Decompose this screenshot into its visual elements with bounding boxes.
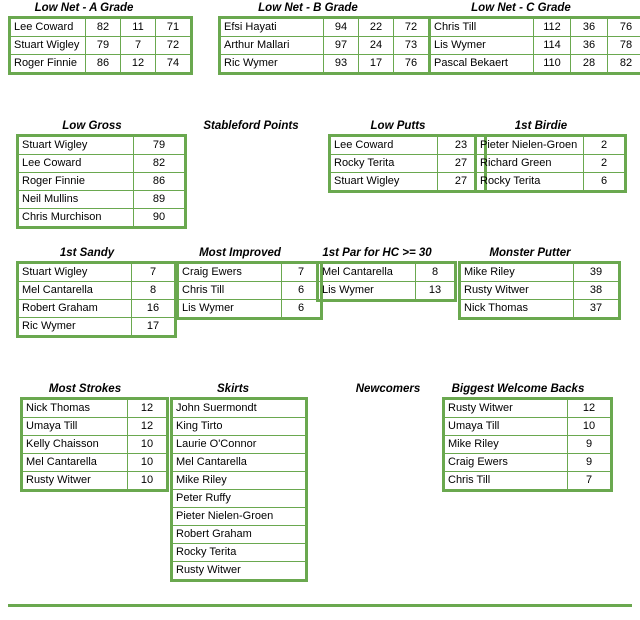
- value-cell: 93: [324, 55, 359, 74]
- table-row: [22, 472, 168, 491]
- player-name-cell: Umaya Till: [444, 418, 568, 436]
- table-row: [172, 526, 307, 544]
- table-row: [220, 37, 430, 55]
- award-table: [16, 134, 187, 229]
- table-row: [22, 399, 168, 418]
- table-row: [172, 436, 307, 454]
- table-row: [430, 55, 640, 74]
- table-row: [460, 282, 620, 300]
- value-cell: 112: [534, 18, 571, 37]
- player-name-cell: Rocky Terita: [476, 173, 584, 192]
- player-name-cell: Mike Riley: [444, 436, 568, 454]
- value-cell: 7: [121, 37, 156, 55]
- award-table: [442, 397, 613, 492]
- value-cell: 71: [156, 18, 192, 37]
- award-block-biggest-welcome-backs: [442, 383, 613, 492]
- award-table: [20, 397, 169, 492]
- player-name-cell: Peter Ruffy: [172, 490, 307, 508]
- value-cell: 76: [608, 18, 640, 37]
- bottom-divider: [8, 604, 632, 607]
- player-name-cell: Rusty Witwer: [22, 472, 128, 491]
- value-cell: 27: [438, 155, 486, 173]
- table-row: [18, 191, 186, 209]
- award-block-most-improved: [176, 247, 323, 320]
- value-cell: 2: [584, 136, 626, 155]
- table-row: [172, 454, 307, 472]
- value-cell: 79: [86, 37, 121, 55]
- table-row: [22, 436, 168, 454]
- player-name-cell: Arthur Mallari: [220, 37, 324, 55]
- value-cell: 12: [121, 55, 156, 74]
- player-name-cell: Nick Thomas: [460, 300, 574, 319]
- value-cell: 6: [282, 282, 322, 300]
- player-name-cell: Chris Till: [178, 282, 282, 300]
- value-cell: 73: [394, 37, 430, 55]
- block-title: Most Strokes: [48, 383, 122, 395]
- value-cell: 110: [534, 55, 571, 74]
- value-cell: 7: [282, 263, 322, 282]
- table-row: [10, 55, 192, 74]
- table-row: [476, 136, 626, 155]
- award-table: [316, 261, 457, 302]
- table-row: [178, 300, 322, 319]
- table-row: [430, 37, 640, 55]
- player-name-cell: Richard Green: [476, 155, 584, 173]
- value-cell: 13: [416, 282, 456, 301]
- player-name-cell: Robert Graham: [172, 526, 307, 544]
- table-row: [460, 300, 620, 319]
- value-cell: 23: [438, 136, 486, 155]
- table-row: [18, 136, 186, 155]
- player-name-cell: Lis Wymer: [178, 300, 282, 319]
- value-cell: 16: [132, 300, 176, 318]
- block-title: 1st Sandy: [59, 247, 115, 259]
- player-name-cell: Pascal Bekaert: [430, 55, 534, 74]
- table-row: [172, 490, 307, 508]
- player-name-cell: Chris Till: [444, 472, 568, 491]
- player-name-cell: Neil Mullins: [18, 191, 134, 209]
- player-name-cell: Mel Cantarella: [172, 454, 307, 472]
- player-name-cell: Rusty Witwer: [172, 562, 307, 581]
- value-cell: 36: [571, 37, 608, 55]
- value-cell: 27: [438, 173, 486, 192]
- table-row: [172, 544, 307, 562]
- table-row: [22, 418, 168, 436]
- value-cell: 38: [574, 282, 620, 300]
- award-table: [16, 261, 177, 338]
- player-name-cell: Mel Cantarella: [318, 263, 416, 282]
- block-title: 1st Birdie: [514, 120, 568, 132]
- block-title: Low Putts: [370, 120, 426, 132]
- table-row: [18, 282, 176, 300]
- player-name-cell: Pieter Nielen-Groen: [476, 136, 584, 155]
- table-row: [444, 399, 612, 418]
- table-row: [172, 418, 307, 436]
- value-cell: 86: [134, 173, 186, 191]
- value-cell: 17: [359, 55, 394, 74]
- value-cell: 7: [568, 472, 612, 491]
- award-block-skirts: [170, 383, 308, 582]
- award-table: [218, 16, 431, 75]
- award-block-low-net-c-grade: [428, 2, 640, 75]
- block-title: Stableford Points: [203, 120, 299, 132]
- block-title: Most Improved: [199, 247, 281, 259]
- player-name-cell: Mike Riley: [172, 472, 307, 490]
- player-name-cell: John Suermondt: [172, 399, 307, 418]
- table-row: [18, 155, 186, 173]
- player-name-cell: Roger Finnie: [10, 55, 86, 74]
- award-block-monster-putter: [458, 247, 621, 320]
- table-row: [172, 562, 307, 581]
- player-name-cell: Lee Coward: [10, 18, 86, 37]
- table-row: [18, 300, 176, 318]
- table-row: [330, 155, 486, 173]
- value-cell: 94: [324, 18, 359, 37]
- value-cell: 6: [282, 300, 322, 319]
- table-row: [10, 37, 192, 55]
- player-name-cell: Ric Wymer: [18, 318, 132, 337]
- value-cell: 82: [134, 155, 186, 173]
- value-cell: 10: [568, 418, 612, 436]
- value-cell: 39: [574, 263, 620, 282]
- table-row: [178, 282, 322, 300]
- block-title: Low Net - A Grade: [34, 2, 134, 14]
- table-row: [330, 173, 486, 192]
- value-cell: 76: [394, 55, 430, 74]
- value-cell: 24: [359, 37, 394, 55]
- player-name-cell: Chris Till: [430, 18, 534, 37]
- value-cell: 12: [128, 399, 168, 418]
- value-cell: 78: [608, 37, 640, 55]
- value-cell: 9: [568, 436, 612, 454]
- award-block-stableford-points: [201, 120, 301, 132]
- value-cell: 74: [156, 55, 192, 74]
- table-row: [476, 173, 626, 192]
- player-name-cell: Lis Wymer: [430, 37, 534, 55]
- award-table: [170, 397, 308, 582]
- block-title: Low Net - B Grade: [258, 2, 358, 14]
- table-row: [220, 55, 430, 74]
- value-cell: 12: [568, 399, 612, 418]
- value-cell: 90: [134, 209, 186, 228]
- player-name-cell: Mel Cantarella: [18, 282, 132, 300]
- block-title: Low Net - C Grade: [471, 2, 571, 14]
- award-block-low-gross: [16, 120, 187, 229]
- value-cell: 17: [132, 318, 176, 337]
- player-name-cell: Rocky Terita: [172, 544, 307, 562]
- value-cell: 6: [584, 173, 626, 192]
- award-block-first-birdie: [474, 120, 627, 193]
- player-name-cell: King Tirto: [172, 418, 307, 436]
- value-cell: 9: [568, 454, 612, 472]
- player-name-cell: Roger Finnie: [18, 173, 134, 191]
- block-title: Monster Putter: [489, 247, 571, 259]
- table-row: [430, 18, 640, 37]
- table-row: [172, 399, 307, 418]
- award-table: [458, 261, 621, 320]
- value-cell: 12: [128, 418, 168, 436]
- player-name-cell: Lis Wymer: [318, 282, 416, 301]
- player-name-cell: Stuart Wigley: [10, 37, 86, 55]
- value-cell: 7: [132, 263, 176, 282]
- player-name-cell: Laurie O'Connor: [172, 436, 307, 454]
- award-block-newcomers: [348, 383, 428, 395]
- table-row: [330, 136, 486, 155]
- table-row: [476, 155, 626, 173]
- player-name-cell: Pieter Nielen-Groen: [172, 508, 307, 526]
- table-row: [10, 18, 192, 37]
- table-row: [22, 454, 168, 472]
- value-cell: 72: [156, 37, 192, 55]
- player-name-cell: Mike Riley: [460, 263, 574, 282]
- award-block-low-net-b-grade: [218, 2, 431, 75]
- value-cell: 37: [574, 300, 620, 319]
- value-cell: 2: [584, 155, 626, 173]
- table-row: [220, 18, 430, 37]
- table-row: [318, 263, 456, 282]
- value-cell: 82: [608, 55, 640, 74]
- table-row: [18, 173, 186, 191]
- player-name-cell: Chris Murchison: [18, 209, 134, 228]
- player-name-cell: Lee Coward: [330, 136, 438, 155]
- award-table: [176, 261, 323, 320]
- block-title: Biggest Welcome Backs: [451, 383, 585, 395]
- player-name-cell: Umaya Till: [22, 418, 128, 436]
- table-row: [444, 418, 612, 436]
- value-cell: 10: [128, 472, 168, 491]
- block-title: 1st Par for HC >= 30: [322, 247, 432, 259]
- table-row: [460, 263, 620, 282]
- award-block-low-net-a-grade: [8, 2, 193, 75]
- value-cell: 11: [121, 18, 156, 37]
- value-cell: 28: [571, 55, 608, 74]
- player-name-cell: Stuart Wigley: [330, 173, 438, 192]
- block-title: Skirts: [217, 383, 249, 395]
- award-block-low-putts: [328, 120, 487, 193]
- value-cell: 89: [134, 191, 186, 209]
- award-block-most-strokes: [20, 383, 169, 492]
- value-cell: 8: [132, 282, 176, 300]
- table-row: [318, 282, 456, 301]
- award-block-first-sandy: [16, 247, 177, 338]
- player-name-cell: Efsi Hayati: [220, 18, 324, 37]
- value-cell: 10: [128, 454, 168, 472]
- value-cell: 82: [86, 18, 121, 37]
- block-title: Newcomers: [355, 383, 421, 395]
- block-title: Low Gross: [62, 120, 122, 132]
- value-cell: 86: [86, 55, 121, 74]
- value-cell: 114: [534, 37, 571, 55]
- value-cell: 22: [359, 18, 394, 37]
- award-table: [8, 16, 193, 75]
- player-name-cell: Craig Ewers: [444, 454, 568, 472]
- value-cell: 72: [394, 18, 430, 37]
- player-name-cell: Ric Wymer: [220, 55, 324, 74]
- table-row: [172, 472, 307, 490]
- table-row: [178, 263, 322, 282]
- table-row: [18, 263, 176, 282]
- player-name-cell: Craig Ewers: [178, 263, 282, 282]
- player-name-cell: Lee Coward: [18, 155, 134, 173]
- award-block-first-par-hc-30: [316, 247, 457, 302]
- value-cell: 79: [134, 136, 186, 155]
- player-name-cell: Robert Graham: [18, 300, 132, 318]
- value-cell: 8: [416, 263, 456, 282]
- award-table: [428, 16, 640, 75]
- table-row: [444, 454, 612, 472]
- player-name-cell: Rusty Witwer: [444, 399, 568, 418]
- player-name-cell: Rusty Witwer: [460, 282, 574, 300]
- player-name-cell: Stuart Wigley: [18, 136, 134, 155]
- table-row: [172, 508, 307, 526]
- value-cell: 10: [128, 436, 168, 454]
- player-name-cell: Kelly Chaisson: [22, 436, 128, 454]
- player-name-cell: Mel Cantarella: [22, 454, 128, 472]
- player-name-cell: Stuart Wigley: [18, 263, 132, 282]
- table-row: [18, 318, 176, 337]
- table-row: [444, 436, 612, 454]
- award-table: [474, 134, 627, 193]
- table-row: [444, 472, 612, 491]
- award-table: [328, 134, 487, 193]
- player-name-cell: Nick Thomas: [22, 399, 128, 418]
- value-cell: 97: [324, 37, 359, 55]
- table-row: [18, 209, 186, 228]
- player-name-cell: Rocky Terita: [330, 155, 438, 173]
- value-cell: 36: [571, 18, 608, 37]
